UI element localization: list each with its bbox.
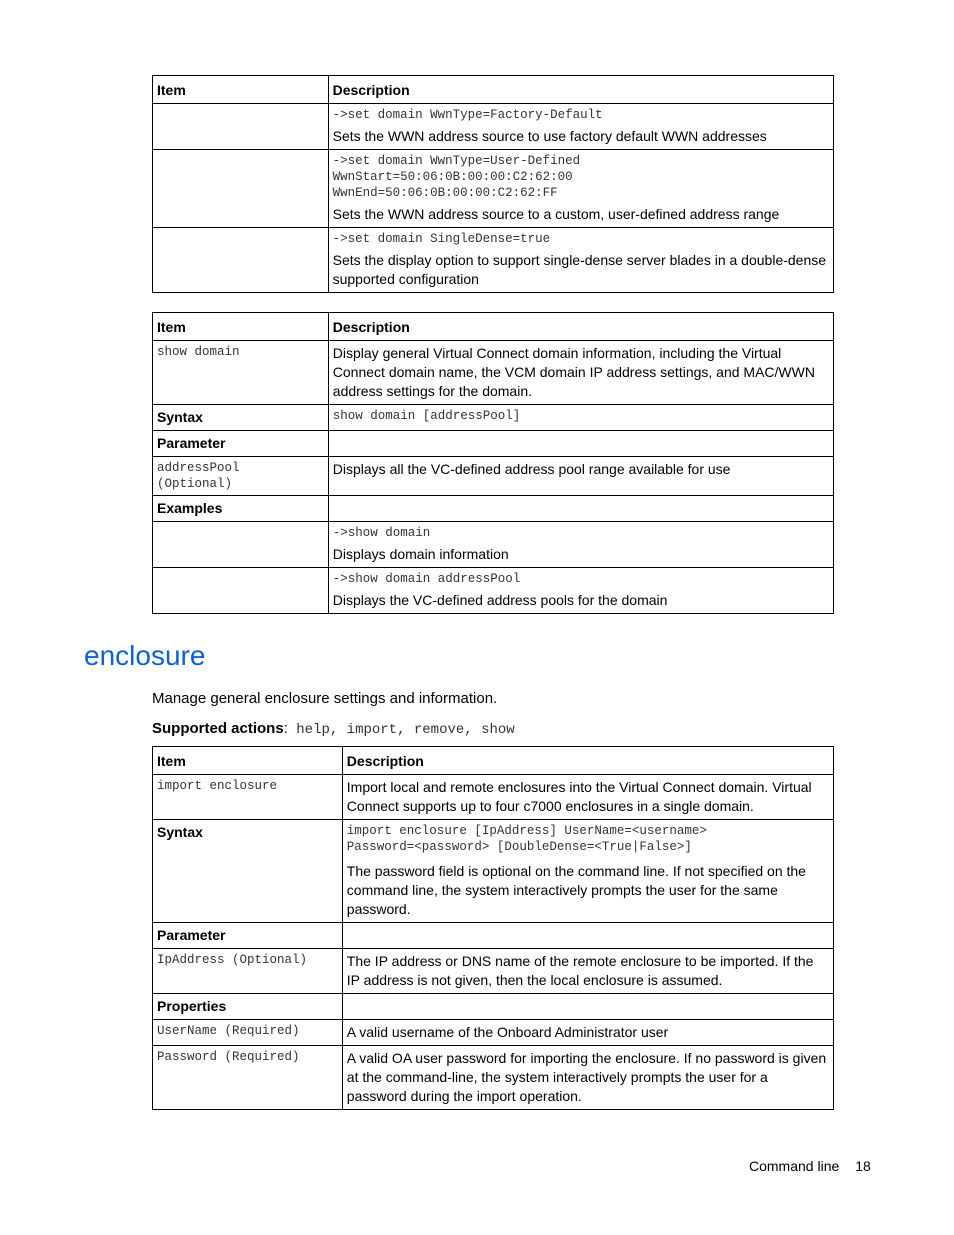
command-description: Sets the WWN address source to a custom, user-defined address range [332,206,780,222]
syntax-description: The password field is optional on the command line. If not specified on the command line, the system interactively prompts the user for the same password. [346,863,806,917]
table-row [153,522,834,568]
import-enclosure-table [152,746,834,1110]
table-row [153,1046,834,1110]
item-cell [153,568,329,614]
show-domain-table [152,312,834,614]
header-description: Description [328,76,833,104]
syntax-code: show domain [addressPool] [332,409,521,423]
table-row [153,341,834,405]
page-footer [749,1158,871,1174]
parameter-description: Displays all the VC-defined address pool range available for use [328,457,833,496]
examples-label: Examples [153,496,329,522]
item-cell [153,949,343,994]
table-row [153,431,834,457]
property-description: A valid username of the Onboard Administrator user [342,1020,833,1046]
example-description: Displays the VC-defined address pools for the domain [332,592,668,608]
command-description: Sets the WWN address source to use factory default WWN addresses [332,128,767,144]
page-number: 18 [855,1158,871,1174]
syntax-cell [342,820,833,923]
item-cell [153,775,343,820]
description-cell [328,150,833,228]
table-row [153,228,834,293]
syntax-code: import enclosure [IpAddress] UserName=<username> Password=<password> [DoubleDense=<True|False>] [346,824,707,854]
section-intro: Manage general enclosure settings and information. [152,690,498,707]
supported-actions [152,720,515,738]
section-title: enclosure [84,640,206,671]
example-cell [328,522,833,568]
empty-cell [328,496,833,522]
header-item: Item [153,747,343,775]
parameter-label: Parameter [153,431,329,457]
table-row [153,1020,834,1046]
item-cell [153,522,329,568]
command-description: Import local and remote enclosures into the Virtual Connect domain. Virtual Connect supports up to four c7000 enclosures in a single domain. [342,775,833,820]
parameter-description: The IP address or DNS name of the remote enclosure to be imported. If the IP address is not given, then the local enclosure is assumed. [342,949,833,994]
parameter-name: addressPool (Optional) [157,461,240,491]
table-row [153,820,834,923]
table-header-row [153,76,834,104]
command-example: ->set domain WwnType=User-Defined WwnStart=50:06:0B:00:00:C2:62:00 WwnEnd=50:06:0B:00:00:C2:62:FF [332,154,581,200]
item-cell [153,1046,343,1110]
command-name: import enclosure [157,779,278,793]
parameter-label: Parameter [153,923,343,949]
header-item: Item [153,313,329,341]
header-description: Description [342,747,833,775]
empty-cell [342,994,833,1020]
table-header-row [153,747,834,775]
table-row [153,568,834,614]
command-name: show domain [157,345,240,359]
command-description: Display general Virtual Connect domain information, including the Virtual Connect domain name, the VCM domain IP address settings, and MAC/WWN address settings for the domain. [328,341,833,405]
example-description: Displays domain information [332,546,509,562]
syntax-cell [328,405,833,431]
table-row [153,994,834,1020]
footer-label: Command line [749,1158,840,1174]
command-example: ->set domain SingleDense=true [332,232,551,246]
table-row [153,150,834,228]
property-name: Password (Required) [157,1050,300,1064]
set-domain-examples-table [152,75,834,293]
example-code: ->show domain [332,526,431,540]
example-code: ->show domain addressPool [332,572,521,586]
table-row [153,405,834,431]
header-item: Item [153,76,329,104]
example-cell [328,568,833,614]
header-description: Description [328,313,833,341]
description-cell [328,228,833,293]
property-name: UserName (Required) [157,1024,300,1038]
item-cell [153,150,329,228]
properties-label: Properties [153,994,343,1020]
actions-colon: : [283,720,288,737]
table-row [153,496,834,522]
description-cell [328,104,833,150]
item-cell [153,1020,343,1046]
table-row [153,775,834,820]
syntax-label: Syntax [153,405,329,431]
table-row [153,949,834,994]
empty-cell [328,431,833,457]
supported-actions-label: Supported actions [152,720,284,737]
parameter-name: IpAddress (Optional) [157,953,308,967]
syntax-label: Syntax [153,820,343,923]
item-cell [153,228,329,293]
empty-cell [342,923,833,949]
item-cell [153,457,329,496]
actions-list: help, import, remove, show [287,722,515,738]
command-example: ->set domain WwnType=Factory-Default [332,108,603,122]
table-row [153,457,834,496]
table-row [153,104,834,150]
item-cell [153,104,329,150]
item-cell [153,341,329,405]
table-header-row [153,313,834,341]
property-description: A valid OA user password for importing the enclosure. If no password is given at the command-line, the system interactively prompts the user for a password during the import operation. [342,1046,833,1110]
command-description: Sets the display option to support single-dense server blades in a double-dense supported configuration [332,252,827,287]
table-row [153,923,834,949]
